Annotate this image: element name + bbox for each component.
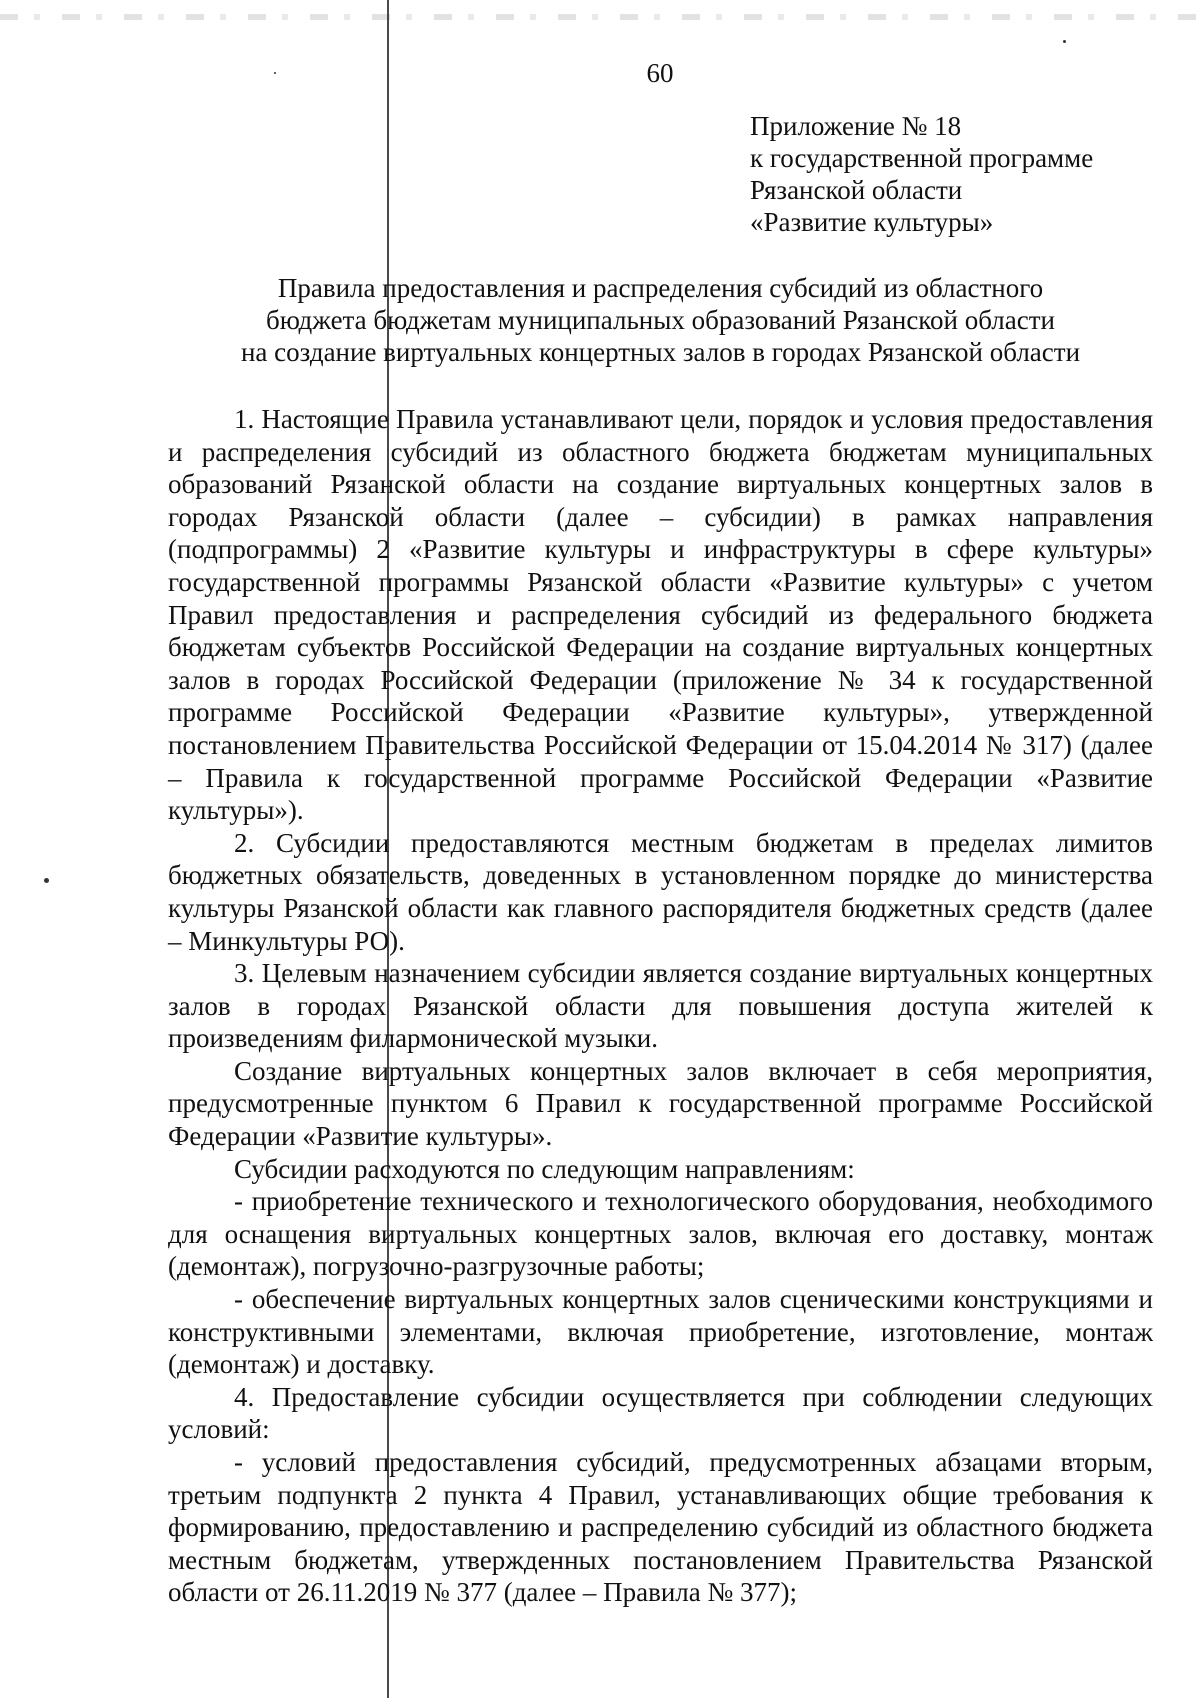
page-number: 60 [646, 58, 674, 88]
scan-noise [0, 14, 1200, 20]
document-title [168, 272, 1153, 368]
paragraph: Субсидии расходуются по следующим направлениям: [234, 1153, 855, 1184]
document-body [168, 403, 1153, 1609]
paragraph: 1. Настоящие Правила устанавливают цели, порядок и условия предоставления и распределения субсидий из областного бюджета бюджетам муниципальных образований Рязанской области на создание виртуальных концертных залов в городах Рязанской области (далее – субсидии) в рамках направления (подпрограммы) 2 «Развитие культуры и инфраструктуры в сфере культуры» государственной программы Рязанской области «Развитие культуры» с учетом Правил предоставления и распределения субсидий из федерального бюджета бюджетам субъектов Российской Федерации на создание виртуальных концертных залов в городах Российской Федерации (приложение № 34 к государственной программе Российской Федерации «Развитие культуры», утвержденной постановлением Правительства Российской Федерации от 15.04.2014 № 317) (далее – Правила к государственной программе Российской Федерации «Развитие культуры»). [168, 404, 1153, 826]
scan-speck [44, 878, 49, 883]
paragraph: - приобретение технического и технологического оборудования, необходимого для оснащения виртуальных концертных залов, включая его доставку, монтаж (демонтаж), погрузочно-разгрузочные работы; [168, 1186, 1153, 1282]
appendix-header [750, 110, 1093, 238]
title-line: Правила предоставления и распределения субсидий из областного [277, 273, 1044, 303]
scan-speck [1063, 40, 1066, 43]
paragraph: 3. Целевым назначением субсидии является создание виртуальных концертных залов в городах Рязанской области для повышения доступа жителей к произведениям филармонической музыки. [168, 958, 1153, 1054]
title-line: на создание виртуальных концертных залов в городах Рязанской области [240, 337, 1081, 367]
appendix-line: к государственной программе [750, 143, 1094, 173]
paragraph: - условий предоставления субсидий, предусмотренных абзацами вторым, третьим подпункта 2 пункта 4 Правил, устанавливающих общие требования к формированию, предоставлению и распределению субсидий из областного бюджета местным бюджетам, утвержденных постановлением Правительства Рязанской области от 26.11.2019 № 377 (далее – Правила № 377); [168, 1447, 1153, 1608]
appendix-line: Приложение № 18 [750, 111, 962, 141]
paragraph: 4. Предоставление субсидии осуществляется при соблюдении следующих условий: [168, 1381, 1153, 1445]
title-line: бюджета бюджетам муниципальных образований Рязанской области [266, 305, 1055, 335]
paragraph: Создание виртуальных концертных залов включает в себя мероприятия, предусмотренные пунктом 6 Правил к государственной программе Российской Федерации «Развитие культуры». [168, 1055, 1153, 1152]
appendix-line: Рязанской области [750, 175, 963, 205]
paragraph: 2. Субсидии предоставляются местным бюджетам в пределах лимитов бюджетных обязательств, доведенных в установленном порядке до министерства культуры Рязанской области как главного распорядителя бюджетных средств (далее – Минкультуры РО). [168, 827, 1153, 956]
appendix-line: «Развитие культуры» [750, 207, 994, 237]
paragraph: - обеспечение виртуальных концертных залов сценическими конструкциями и конструктивными элементами, включая приобретение, изготовление, монтаж (демонтаж) и доставку. [168, 1284, 1153, 1380]
